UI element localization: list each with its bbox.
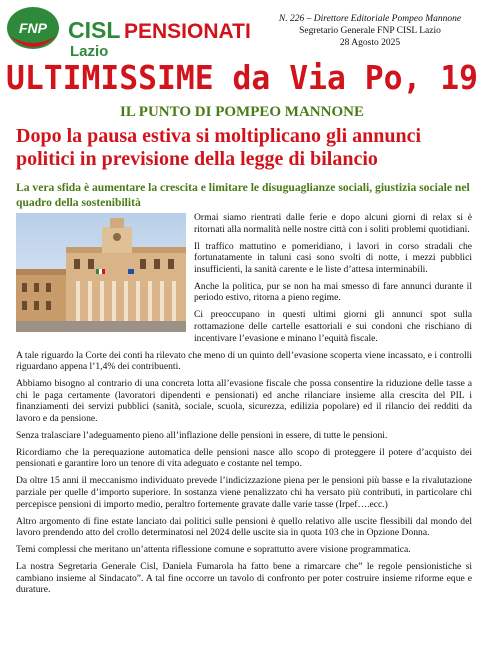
paragraph: Senza tralasciare l’adeguamento pieno all’inflazione delle pensioni in essere, di tutte le pensioni. — [16, 429, 388, 441]
paragraph: Altro argomento di fine estate lanciato dai politici sulle pensioni è quello relativo alle uscite flessibili dal mondo del lavoro prendendo atto del crollo determinatosi nel 2024 delle uscite sia in quota 103 che in Opzione Donna. — [16, 515, 472, 539]
issue-line: N. 226 – Direttore Editoriale Pompeo Mannone — [278, 14, 462, 24]
secretary-line: Segretario Generale FNP CISL Lazio — [299, 26, 441, 36]
paragraph: Ormai siamo rientrati dalle ferie e dopo alcuni giorni di relax si è ritornati alla normalità nelle nostre città con i soliti problemi quotidiani. — [194, 212, 472, 235]
paragraph: Temi complessi che meritano un’attenta riflessione comune e soprattutto avere visione programmatica. — [16, 544, 411, 556]
fnp-cisl-logo — [6, 6, 256, 56]
paragraph: Ricordiamo che la perequazione automatica delle pensioni nasce allo scopo di proteggere il potere d’acquisto dei pensionati e garantire loro un tenore di vita adeguato e costante nel tempo. — [16, 446, 472, 470]
logo-cisl-text: CISL — [68, 17, 121, 43]
article-title: Dopo la pausa estiva si moltiplicano gli annunci politici in previsione della legge di bilancio — [16, 125, 422, 170]
paragraph: Abbiamo bisogno al contrario di una concreta lotta all’evasione fiscale che possa consentire la riduzione delle tasse a chi le paga certamente (lavoratori dipendenti e pensionati) ed anche rilanciare insieme alla crescita del PIL i finanziamenti dei servizi pubblici (sanità, sociale, scuola, sicurezza, edilizia popolare) ed il rilancio dei redditi da lavoro e da pensione. — [16, 378, 472, 424]
paragraph: Da oltre 15 anni il meccanismo individuato prevede l’indicizzazione piena per le pensioni più basse e la rivalutazione parziale per quelle d’importo superiore. In sostanza viene penalizzato chi ha versato più contributi, in particolare chi percepisce pensioni di importo medio, peraltro fortemente gravate dalle varie tasse (Irpef….ecc.) — [16, 475, 472, 510]
masthead-headline — [4, 58, 480, 94]
paragraph: Il traffico mattutino e pomeridiano, i lavori in corso stradali che fortunatamente in taluni casi sono svolti di notte, i mezzi pubblici insufficienti, la sanità carente e le liste d’attesa interminabili. — [194, 240, 472, 275]
logo-region-text: Lazio — [70, 43, 109, 56]
article-body — [16, 212, 472, 601]
photo-spacer — [16, 212, 194, 334]
section-title: IL PUNTO DI POMPEO MANNONE — [120, 104, 364, 120]
article-subtitle: La vera sfida è aumentare la crescita e limitare le disuguaglianze sociali, giustizia sociale nel quadro della sostenibilità — [16, 181, 470, 209]
paragraph: A tale riguardo la Corte dei conti ha rilevato che meno di un quinto dell’evasione scoperta viene incassato, e i controlli riguardano appena l’1,4% dei contribuenti. — [16, 349, 472, 373]
masthead-meta — [270, 13, 470, 49]
logo-pensionati-text: PENSIONATI — [124, 20, 251, 43]
paragraph: La nostra Segretaria Generale Cisl, Daniela Fumarola ha fatto bene a rimarcare che” le regole pensionistiche si cambiano insieme al Sindacato”. A tal fine occorre un tavolo di confronto per poter costruire insieme riforme eque e durature. — [16, 561, 472, 596]
paragraph: Anche la politica, pur se non ha mai smesso di fare annunci durante il periodo estivo, ritorna a pieno regime. — [194, 280, 472, 304]
headline-text: ULTIMISSIME da Via Po, 19 — [6, 58, 478, 94]
issue-date: 28 Agosto 2025 — [339, 38, 401, 48]
paragraph: Ci preoccupano in questi ultimi giorni gli annunci spot sulla rottamazione delle cartelle esattoriali e sui condoni che rischiano di incentivare l’evasione e minano l’equità fiscale. — [194, 309, 472, 344]
logo-brand-text: FNP — [19, 20, 47, 36]
